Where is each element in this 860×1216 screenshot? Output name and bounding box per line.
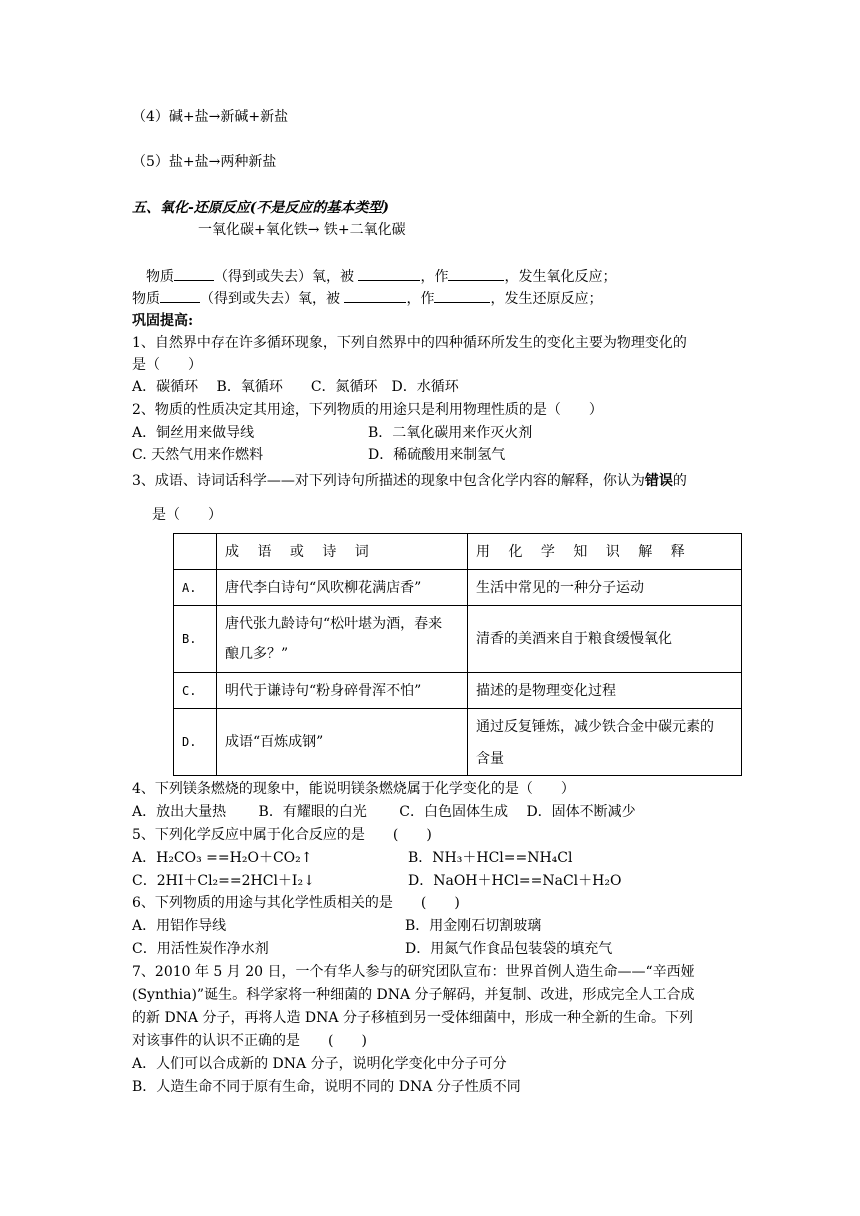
- q2-stem: 2、物质的性质决定其用途，下列物质的用途只是利用物理性质的是（ ）: [132, 402, 603, 418]
- row-right: [468, 709, 742, 776]
- consolidate-title: 巩固提高:: [132, 313, 194, 329]
- row-left-line: 酿几多？”: [225, 646, 289, 662]
- fill-in-reduction: [132, 288, 602, 309]
- table-header-left: 成 语 或 诗 词: [217, 534, 468, 570]
- q2-option-c: C. 天然气用来作燃料: [132, 447, 264, 463]
- q7-option-a: A．人们可以合成新的 DNA 分子，说明化学变化中分子可分: [132, 1056, 507, 1072]
- rule-5: （5）盐+盐→两种新盐: [132, 154, 277, 170]
- fill-in-oxidation: [146, 266, 616, 287]
- q7-option-b: B．人造生命不同于原有生命，说明不同的 DNA 分子性质不同: [132, 1079, 521, 1095]
- row-right: 描述的是物理变化过程: [468, 673, 742, 709]
- row-right: 生活中常见的一种分子运动: [468, 570, 742, 606]
- q6-option-a: A．用铝作导线: [132, 918, 227, 934]
- row-right-line: 通过反复锤炼，减少铁合金中碳元素的: [476, 719, 714, 735]
- table-row: [174, 570, 742, 606]
- fill-text: ，作: [420, 269, 449, 285]
- row-left-line: 唐代张九龄诗句“松叶堪为酒，春来: [225, 616, 443, 632]
- q1-stem: 1、自然界中存在许多循环现象，下列自然界中的四种循环所发生的变化主要为物理变化的: [132, 335, 687, 351]
- q2-option-d: D．稀硫酸用来制氢气: [368, 447, 506, 463]
- q2-option-a: A．铜丝用来做导线: [132, 425, 255, 441]
- q7-stem-line: 对该事件的认识不正确的是 ( ): [132, 1033, 367, 1049]
- fill-text: ，作: [406, 291, 435, 307]
- q4-stem: 4、下列镁条燃烧的现象中，能说明镁条燃烧属于化学变化的是（ ）: [132, 781, 575, 797]
- q6-option-c: C．用活性炭作净水剂: [132, 941, 269, 957]
- blank[interactable]: [174, 266, 214, 281]
- table-row: [174, 673, 742, 709]
- q5-option-c: C．2HI＋Cl₂==2HCl＋I₂↓: [132, 873, 315, 889]
- blank[interactable]: [358, 266, 420, 281]
- row-left: [217, 606, 468, 673]
- q2-option-b: B．二氧化碳用来作灭火剂: [368, 425, 533, 441]
- q4-options: A．放出大量热 B．有耀眼的白光 C．白色固体生成 D．固体不断减少: [132, 804, 636, 820]
- fill-text: ，发生氧化反应；: [504, 269, 617, 285]
- q3-table: [173, 533, 742, 776]
- fill-text: 物质: [132, 291, 160, 307]
- table-row: [174, 709, 742, 776]
- row-left: 明代于谦诗句“粉身碎骨浑不怕”: [217, 673, 468, 709]
- q5-option-d: D．NaOH＋HCl==NaCl＋H₂O: [408, 873, 622, 889]
- fill-text: （得到或失去）氧，被: [200, 291, 340, 307]
- row-label: C.: [174, 673, 217, 709]
- row-label: D.: [174, 709, 217, 776]
- q1-stem-cont: 是（ ）: [132, 357, 202, 373]
- fill-text: （得到或失去）氧，被: [214, 269, 354, 285]
- row-right-line: 含量: [476, 751, 504, 767]
- q7-stem-line: 7、2010 年 5 月 20 日，一个有华人参与的研究团队宣布：世界首例人造生命——“辛西娅: [132, 964, 695, 980]
- table-row: [174, 606, 742, 673]
- rule-4: （4）碱+盐→新碱+新盐: [132, 109, 289, 125]
- q5-option-a: A．H₂CO₃ ==H₂O＋CO₂↑: [132, 850, 313, 866]
- row-label: A.: [174, 570, 217, 606]
- q5-stem: 5、下列化学反应中属于化合反应的是 ( ): [132, 827, 432, 843]
- q6-option-d: D．用氮气作食品包装袋的填充气: [405, 941, 613, 957]
- q3-stem-text: 3、成语、诗词话科学——对下列诗句所描述的现象中包含化学内容的解释，你认为: [132, 473, 645, 489]
- table-cell: [174, 534, 217, 570]
- q7-stem-line: 的新 DNA 分子，再将人造 DNA 分子移植到另一受体细菌中，形成一种全新的生命。下列: [132, 1010, 693, 1026]
- q6-stem: 6、下列物质的用途与其化学性质相关的是 ( ): [132, 895, 460, 911]
- example-reaction: 一氧化碳+氧化铁→ 铁+二氧化碳: [198, 222, 406, 238]
- table-header-row: [174, 534, 742, 570]
- row-left: 唐代李白诗句“风吹柳花满店香”: [217, 570, 468, 606]
- q6-option-b: B．用金刚石切割玻璃: [405, 918, 542, 934]
- blank[interactable]: [344, 288, 406, 303]
- q3-stem-emphasis: 错误: [644, 473, 673, 489]
- q1-options: A．碳循环 B．氧循环 C．氮循环 D．水循环: [132, 379, 459, 395]
- q5-option-b: B．NH₃＋HCl==NH₄Cl: [408, 850, 573, 866]
- blank[interactable]: [434, 288, 490, 303]
- row-left: 成语“百炼成钢”: [217, 709, 468, 776]
- blank[interactable]: [160, 288, 200, 303]
- row-label: B.: [174, 606, 217, 673]
- table-header-right: 用 化 学 知 识 解 释: [468, 534, 742, 570]
- fill-text: 物质: [146, 269, 174, 285]
- row-right: 清香的美酒来自于粮食缓慢氧化: [468, 606, 742, 673]
- q7-stem-line: (Synthia)”诞生。科学家将一种细菌的 DNA 分子解码，并复制、改进，形成完全人工合成: [132, 987, 695, 1003]
- q3-stem: [132, 471, 687, 491]
- fill-text: ，发生还原反应；: [490, 291, 603, 307]
- blank[interactable]: [448, 266, 504, 281]
- q3-stem-text-end: 的: [672, 473, 687, 489]
- section-five-title: 五、氧化-还原反应(不是反应的基本类型): [132, 200, 390, 216]
- q3-stem-cont: 是（ ）: [152, 507, 222, 523]
